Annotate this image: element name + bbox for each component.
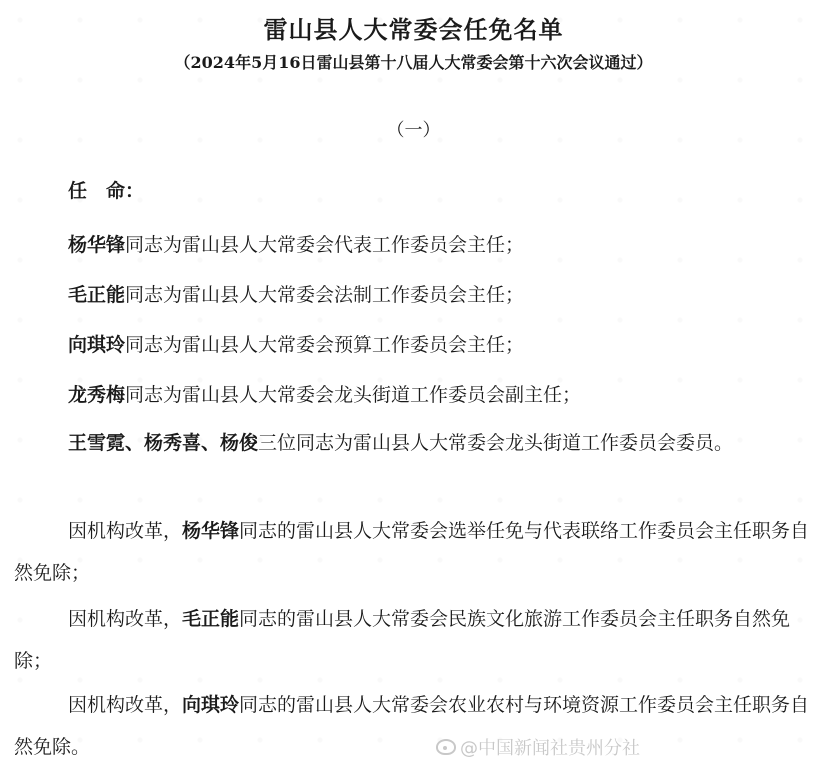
person-name: 向琪玲 bbox=[68, 334, 126, 356]
removal-prefix: 因机构改革， bbox=[68, 694, 183, 716]
person-names: 王雪霓、杨秀喜、杨俊 bbox=[68, 432, 259, 454]
appointment-text: 同志为雷山县人大常委会预算工作委员会主任； bbox=[125, 334, 525, 356]
appointment-text: 同志为雷山县人大常委会龙头街道工作委员会副主任； bbox=[125, 384, 582, 406]
removal-prefix: 因机构改革， bbox=[68, 520, 183, 542]
document-title: 雷山县人大常委会任免名单 bbox=[263, 16, 564, 44]
appointment-item bbox=[68, 332, 524, 359]
removal-prefix: 因机构改革， bbox=[68, 608, 183, 630]
appointment-item bbox=[68, 282, 524, 309]
document-subtitle: （2024年5月16日雷山县第十八届人大常委会第十六次会议通过） bbox=[174, 53, 653, 72]
appointment-text: 同志为雷山县人大常委会代表工作委员会主任； bbox=[125, 234, 525, 256]
appointment-item bbox=[68, 382, 581, 409]
watermark-text: @中国新闻社贵州分社 bbox=[460, 738, 640, 759]
removal-paragraph bbox=[14, 598, 814, 682]
person-name: 向琪玲 bbox=[182, 694, 240, 716]
appointment-label: 任 命： bbox=[68, 180, 145, 202]
person-name: 杨华锋 bbox=[182, 520, 240, 542]
appointment-paragraph bbox=[14, 422, 814, 464]
removal-text: 同志的雷山县人大常委会农业农村与环境资源工作委员会主任职务自然免除。 bbox=[14, 694, 810, 758]
appointment-item bbox=[68, 232, 524, 259]
person-name: 杨华锋 bbox=[68, 234, 126, 256]
section-number: （一） bbox=[386, 120, 441, 141]
removal-text: 同志的雷山县人大常委会选举任免与代表联络工作委员会主任职务自然免除； bbox=[14, 520, 810, 584]
weibo-icon bbox=[436, 739, 456, 755]
removal-paragraph bbox=[14, 684, 814, 768]
person-name: 毛正能 bbox=[182, 608, 240, 630]
removal-paragraph bbox=[14, 510, 814, 594]
person-name: 毛正能 bbox=[68, 284, 126, 306]
removal-text: 同志的雷山县人大常委会民族文化旅游工作委员会主任职务自然免除； bbox=[14, 608, 791, 672]
appointment-text: 三位同志为雷山县人大常委会龙头街道工作委员会委员。 bbox=[258, 432, 734, 454]
watermark bbox=[436, 734, 640, 760]
person-name: 龙秀梅 bbox=[68, 384, 126, 406]
appointment-text: 同志为雷山县人大常委会法制工作委员会主任； bbox=[125, 284, 525, 306]
